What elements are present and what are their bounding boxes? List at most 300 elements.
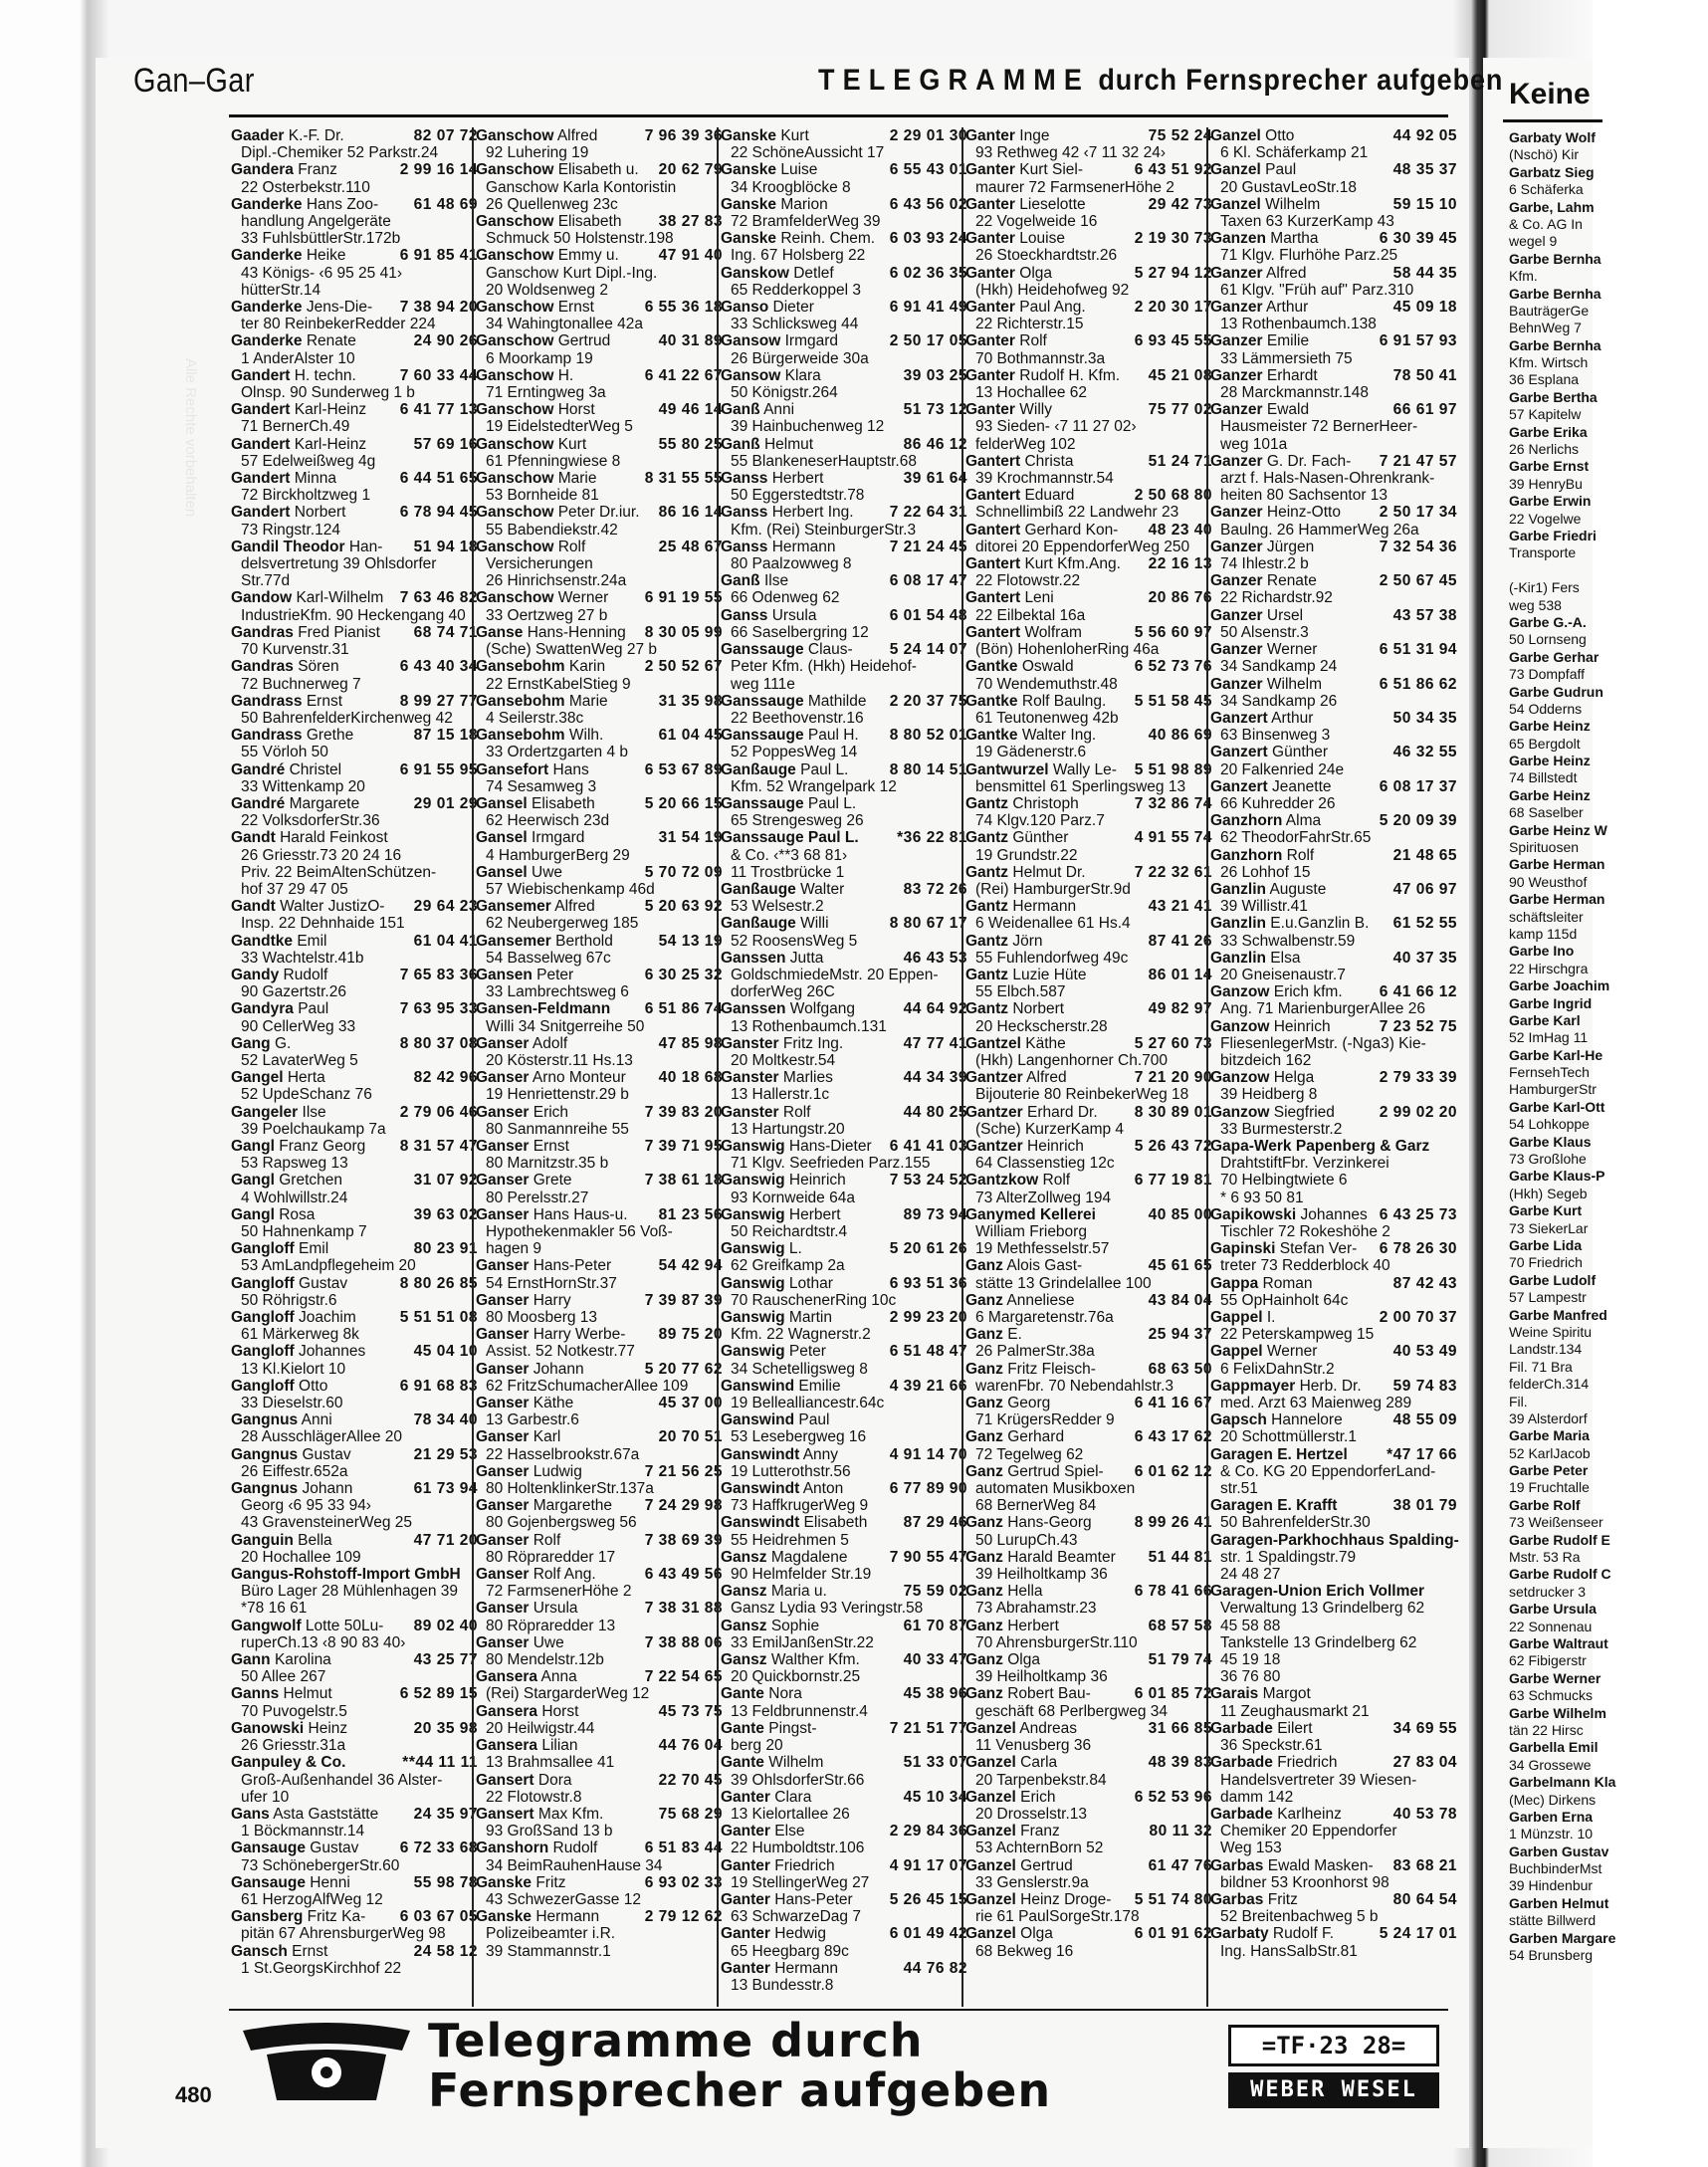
entry-given-name: Irmgard	[784, 332, 839, 350]
entry-first-line	[1210, 265, 1457, 282]
entry-detail-line: 63 SchwarzeDag 7	[731, 1908, 861, 1926]
directory-entry	[721, 1891, 967, 1925]
next-page-line: Kfm. Wirtsch	[1509, 354, 1589, 371]
entry-phone: 6 01 49 42	[889, 1925, 967, 1943]
next-page-line: Garbe Wilhelm	[1509, 1704, 1606, 1721]
entry-phone: 61 47 76	[1148, 1856, 1212, 1874]
entry-surname: Gansebohm	[476, 658, 565, 676]
next-page-line: BehnWeg 7	[1509, 320, 1582, 336]
entry-first-line	[231, 1754, 478, 1771]
entry-surname: Ganssen	[721, 949, 786, 967]
entry-given-name: Friedrich	[774, 1856, 835, 1874]
entry-surname: Ganzel	[965, 1890, 1016, 1908]
directory-entry	[721, 1378, 967, 1411]
entry-detail-line: 13 Kielortallee 26	[731, 1805, 850, 1823]
entry-surname: Gansberg	[231, 1908, 304, 1926]
entry-given-name: Hermann	[1012, 898, 1077, 916]
entry-phone: 61 73 94	[413, 1480, 478, 1498]
next-page-edge	[1483, 58, 1616, 2148]
entry-first-line	[721, 299, 967, 316]
entry-detail-line: DrahtstiftFbr. Verzinkerei	[1220, 1155, 1389, 1173]
entry-first-line	[721, 1925, 967, 1942]
entry-detail-line: 34 Kroogblöcke 8	[731, 178, 851, 196]
directory-entry	[965, 1035, 1212, 1069]
entry-surname: Gandert	[231, 366, 291, 384]
entry-first-line	[965, 1000, 1212, 1017]
entry-phone: 2 79 06 46	[399, 1103, 478, 1121]
directory-entry	[721, 641, 967, 693]
listing-column-4	[965, 127, 1212, 2007]
entry-detail-line: 33 Lämmersieth 75	[1220, 349, 1353, 367]
entry-first-line	[721, 539, 967, 555]
directory-entry	[965, 332, 1212, 366]
directory-entry	[231, 829, 478, 898]
next-page-line: Garbe Manfred	[1509, 1306, 1607, 1323]
directory-entry	[476, 367, 723, 401]
entry-phone: 5 20 61 26	[889, 1240, 967, 1258]
entry-phone: 6 55 36 18	[644, 299, 723, 317]
entry-first-line	[721, 504, 967, 521]
entry-given-name: Jörn	[1012, 932, 1043, 950]
next-page-line: 73 Weißenseer	[1509, 1514, 1603, 1531]
entry-surname: Ganzel	[965, 1823, 1016, 1841]
entry-phone: 6 41 16 67	[1134, 1395, 1212, 1412]
entry-first-line	[965, 1206, 1212, 1223]
directory-entry	[1210, 1583, 1457, 1685]
entry-given-name: Walter JustizO-	[280, 898, 385, 916]
entry-phone: 31 66 85	[1148, 1719, 1212, 1737]
directory-entry	[231, 1720, 478, 1754]
entry-surname: Ganss	[721, 470, 768, 488]
directory-entry	[721, 1138, 967, 1172]
entry-phone: 51 94 18	[413, 538, 478, 555]
entry-phone: 27 83 04	[1392, 1754, 1457, 1772]
entry-first-line	[721, 641, 967, 658]
entry-phone: 7 21 24 45	[889, 538, 967, 555]
entry-detail-line: 65 Strengesweg 26	[731, 812, 864, 830]
next-page-line: Spirituosen	[1509, 839, 1580, 856]
entry-first-line	[476, 299, 723, 316]
directory-entry	[231, 1000, 478, 1034]
entry-phone: 31 35 98	[658, 692, 723, 710]
entry-given-name: Adolf	[532, 1034, 568, 1052]
entry-surname: Gansz	[721, 1548, 767, 1566]
entry-detail-line: hagen 9	[486, 1240, 542, 1258]
entry-first-line	[476, 1172, 723, 1189]
entry-detail-line: 22 Flotowstr.8	[486, 1788, 582, 1806]
entry-given-name: Fritz Ka-	[307, 1908, 366, 1926]
entry-detail-line: 50 Hahnenkamp 7	[241, 1223, 367, 1240]
entry-phone: 8 31 55 55	[644, 470, 723, 488]
directory-entry	[721, 1446, 967, 1480]
entry-phone: 38 01 79	[1392, 1497, 1457, 1515]
entry-surname: Ganzel	[965, 1856, 1016, 1874]
entry-surname: Gansow	[721, 366, 781, 384]
entry-surname: Ganymed Kellerei	[965, 1205, 1096, 1223]
next-page-line: Garbe Karl-He	[1509, 1046, 1603, 1063]
entry-first-line	[231, 727, 478, 744]
entry-phone: 44 80 25	[903, 1103, 967, 1121]
entry-first-line	[231, 367, 478, 384]
directory-entry	[231, 1840, 478, 1873]
entry-first-line	[965, 1583, 1212, 1600]
entry-given-name: Uwe	[533, 1633, 564, 1651]
next-page-line: HamburgerStr	[1509, 1081, 1597, 1098]
entry-first-line	[965, 1069, 1212, 1086]
entry-first-line	[721, 1411, 967, 1428]
directory-entry	[1210, 196, 1457, 230]
entry-first-line	[231, 332, 478, 349]
directory-entry	[1210, 1925, 1457, 1959]
entry-surname: Garbade	[1210, 1719, 1273, 1737]
entry-phone: *36 22 81	[897, 829, 967, 847]
entry-detail-line: 39 OhlsdorferStr.66	[731, 1771, 865, 1789]
directory-entry	[721, 727, 967, 760]
entry-surname: Gangloff	[231, 1274, 295, 1292]
entry-detail-line: rie 61 PaulSorgeStr.178	[975, 1908, 1140, 1926]
entry-first-line	[231, 1275, 478, 1292]
directory-entry	[476, 1069, 723, 1103]
entry-phone: 2 19 30 73	[1134, 230, 1212, 248]
entry-surname: Gantz	[965, 932, 1009, 950]
entry-given-name: Nora	[768, 1685, 802, 1703]
directory-entry	[231, 1480, 478, 1532]
entry-detail-line: (Sche) SwattenWeg 27 b	[486, 641, 658, 659]
entry-detail-line: hof 37 29 47 05	[241, 880, 348, 898]
entry-detail-line: 19 EidelstedterWeg 5	[486, 418, 633, 436]
entry-phone: 6 03 67 05	[399, 1908, 478, 1926]
entry-detail-line: 20 Schottmüllerstr.1	[1220, 1428, 1357, 1446]
entry-surname: Ganzer	[1210, 264, 1263, 282]
entry-detail-line: 13 Hartungstr.20	[731, 1120, 845, 1138]
entry-given-name: Margarethe	[533, 1497, 612, 1515]
entry-phone: 46 43 53	[903, 949, 967, 967]
entry-surname: Ganzert	[1210, 709, 1268, 727]
directory-entry	[965, 1292, 1212, 1326]
entry-surname: Ganser	[476, 1069, 530, 1087]
entry-phone: 8 31 57 47	[399, 1137, 478, 1155]
entry-first-line	[231, 1566, 478, 1583]
entry-first-line	[721, 436, 967, 453]
entry-given-name: Gustav	[302, 1445, 351, 1463]
directory-entry	[476, 1634, 723, 1668]
entry-phone: 54 42 94	[658, 1257, 723, 1275]
entry-phone: 7 39 83 20	[644, 1103, 723, 1121]
entry-given-name: Gretchen	[279, 1172, 342, 1190]
entry-given-name: Olga	[1007, 1651, 1040, 1669]
entry-surname: Ganschow	[476, 589, 554, 607]
entry-detail-line: Georg ‹6 95 33 94›	[241, 1497, 371, 1515]
entry-given-name: Herbert	[1007, 1617, 1059, 1634]
entry-first-line	[965, 1172, 1212, 1189]
entry-first-line	[965, 658, 1212, 675]
directory-entry	[231, 1566, 478, 1618]
entry-phone: 7 38 69 39	[644, 1531, 723, 1549]
entry-phone: 5 51 58 45	[1134, 692, 1212, 710]
entry-given-name: Renate	[306, 332, 356, 350]
entry-surname: Ganß	[721, 572, 760, 590]
directory-entry	[721, 607, 967, 641]
entry-first-line	[1210, 299, 1457, 316]
entry-surname: Ganter	[965, 127, 1015, 144]
entry-detail-line: 22 VolksdorferStr.36	[241, 812, 380, 830]
entry-surname: Gapikowski	[1210, 1205, 1297, 1223]
directory-entry	[721, 1720, 967, 1754]
entry-detail-line: 20 Hochallee 109	[241, 1548, 361, 1566]
next-page-line: 39 Alsterdorf	[1509, 1409, 1588, 1426]
directory-entry	[721, 299, 967, 332]
entry-given-name: Peter	[536, 966, 574, 983]
entry-phone: 2 99 02 20	[1379, 1103, 1457, 1121]
entry-given-name: Siegfried	[1273, 1103, 1335, 1121]
entry-detail-line: 50 Reichardtstr.4	[731, 1223, 848, 1240]
next-page-header: Keine	[1509, 78, 1591, 110]
entry-detail-line: med. Arzt 63 Maienweg 289	[1220, 1395, 1412, 1412]
next-page-line: Garbe Maria	[1509, 1427, 1590, 1444]
entry-phone: 5 56 60 97	[1134, 623, 1212, 641]
entry-detail-line: 22 Richterstr.15	[975, 316, 1084, 333]
next-page-line: Fil. 71 Bra	[1509, 1358, 1573, 1375]
entry-surname: Ganskow	[721, 264, 789, 282]
entry-given-name: Werner	[1266, 641, 1318, 659]
entry-surname: Ganowski	[231, 1719, 305, 1737]
directory-entry	[721, 1823, 967, 1856]
entry-surname: Ganschow	[476, 332, 554, 350]
entry-given-name: Elsa	[1270, 949, 1301, 967]
entry-first-line	[965, 1857, 1212, 1874]
entry-phone: 7 60 33 44	[399, 366, 478, 384]
entry-given-name: Inge	[1019, 127, 1050, 144]
entry-given-name: Günther	[1012, 829, 1069, 847]
entry-first-line	[476, 1806, 723, 1823]
entry-phone: 24 90 26	[413, 332, 478, 350]
entry-detail-line: 13 Rothenbaumch.138	[1220, 316, 1377, 333]
entry-phone: 7 32 54 36	[1379, 538, 1457, 555]
entry-detail-line: 74 Sesamweg 3	[486, 777, 597, 795]
entry-surname: Ganser	[476, 1428, 530, 1446]
entry-given-name: Grethe	[306, 727, 354, 745]
entry-phone: 45 21 08	[1148, 366, 1212, 384]
directory-entry	[231, 1908, 478, 1942]
entry-detail-line: Hypothekenmakler 56 Voß-	[486, 1223, 673, 1240]
next-page-line: Garbe Karl-Ott	[1509, 1098, 1605, 1115]
directory-entry	[965, 1514, 1212, 1548]
directory-entry	[231, 624, 478, 658]
entry-phone: 2 79 33 39	[1379, 1069, 1457, 1087]
entry-phone: 38 27 83	[658, 213, 723, 231]
entry-first-line	[231, 1240, 478, 1257]
entry-given-name: Gustav	[310, 1840, 359, 1857]
directory-entry	[476, 933, 723, 967]
entry-detail-line: 34 Schetelligsweg 8	[731, 1360, 868, 1378]
entry-given-name: G.	[274, 1034, 292, 1052]
directory-entry	[1210, 572, 1457, 606]
entry-surname: Gans	[231, 1805, 270, 1823]
entry-given-name: Gustav	[299, 1274, 348, 1292]
entry-phone: 6 01 62 12	[1134, 1462, 1212, 1480]
directory-entry	[721, 1583, 967, 1617]
directory-entry	[721, 1618, 967, 1651]
directory-entry	[965, 522, 1212, 555]
entry-phone: 7 23 52 75	[1379, 1017, 1457, 1035]
next-page-line: 22 Hirschgra	[1509, 960, 1589, 976]
entry-first-line	[965, 727, 1212, 744]
entry-first-line	[231, 589, 478, 606]
entry-surname: Ganser	[476, 1531, 530, 1549]
entry-given-name: Otto	[1265, 127, 1295, 144]
directory-entry	[1210, 1891, 1457, 1925]
directory-entry	[965, 898, 1212, 932]
entry-first-line	[721, 881, 967, 898]
entry-given-name: Mathilde	[807, 692, 867, 710]
entry-first-line	[965, 1754, 1212, 1771]
entry-surname: Gantert	[965, 521, 1021, 539]
entry-detail-line: 55 Elbch.587	[975, 983, 1066, 1001]
entry-given-name: Friedrich	[1277, 1754, 1338, 1772]
entry-surname: Gandtke	[231, 932, 294, 950]
entry-given-name: Rosa	[279, 1205, 316, 1223]
entry-detail-line: 39 Poelchaukamp 7a	[241, 1120, 386, 1138]
entry-first-line	[721, 607, 967, 624]
entry-surname: Ganzow	[1210, 983, 1270, 1001]
entry-given-name: Hans-Peter	[774, 1890, 853, 1908]
entry-surname: Gansauge	[231, 1840, 306, 1857]
entry-first-line	[721, 196, 967, 213]
entry-given-name: Harald Beamter	[1007, 1548, 1116, 1566]
header-rule	[229, 114, 1448, 117]
entry-detail-line: 53 Lesebergweg 16	[731, 1428, 867, 1446]
directory-entry	[721, 1549, 967, 1583]
entry-first-line	[476, 1257, 723, 1274]
entry-given-name: Rolf Baulng.	[1021, 692, 1107, 710]
entry-phone: 6 55 43 01	[889, 161, 967, 179]
entry-first-line	[476, 1908, 723, 1925]
entry-surname: Ganzow	[1210, 1103, 1270, 1121]
entry-detail-line: 22 Richardstr.92	[1220, 589, 1333, 607]
directory-entry	[965, 1326, 1212, 1360]
entry-first-line	[231, 539, 478, 555]
entry-first-line	[231, 1874, 478, 1891]
ad-badge	[1228, 2025, 1439, 2110]
entry-given-name: Ursula	[771, 606, 817, 624]
entry-detail-line: 22 Eilbektal 16a	[975, 606, 1086, 624]
directory-entry	[1210, 127, 1457, 161]
directory-entry	[476, 1737, 723, 1771]
entry-detail-line: 43 SchwezerGasse 12	[486, 1890, 641, 1908]
directory-entry	[1210, 1497, 1457, 1531]
directory-entry	[1210, 1206, 1457, 1240]
entry-surname: Garagen-Parkhochhaus Spalding-	[1210, 1531, 1459, 1549]
entry-detail-line: 80 Moosberg 13	[486, 1309, 598, 1327]
directory-entry	[1210, 607, 1457, 641]
entry-phone: 2 50 68 80	[1134, 487, 1212, 505]
directory-entry	[476, 1292, 723, 1326]
entry-detail-line: 22 Vogelweide 16	[975, 213, 1098, 231]
entry-first-line	[965, 367, 1212, 384]
entry-detail-line: IndustrieKfm. 90 Heckengang 40	[241, 606, 466, 624]
entry-first-line	[965, 795, 1212, 812]
entry-phone: 5 20 66 15	[644, 794, 723, 812]
directory-entry	[476, 127, 723, 161]
entry-surname: Ganswig	[721, 1274, 785, 1292]
entry-given-name: Norbert	[294, 504, 346, 522]
entry-surname: Ganß	[721, 435, 760, 453]
entry-detail-line: 34 BeimRauhenHause 34	[486, 1856, 663, 1874]
entry-surname: Gansera	[476, 1702, 538, 1720]
entry-surname: Ganschow	[476, 213, 554, 231]
entry-first-line	[1210, 812, 1457, 829]
entry-given-name: Hans Haus-u.	[533, 1205, 628, 1223]
directory-entry	[1210, 983, 1457, 1017]
directory-entry	[476, 1000, 723, 1034]
entry-given-name: Erich	[533, 1103, 569, 1121]
entry-given-name: Emil	[297, 932, 327, 950]
directory-entry	[1210, 915, 1457, 949]
entry-detail-line: 50 Röhrigstr.6	[241, 1291, 337, 1309]
entry-first-line	[1210, 332, 1457, 349]
entry-surname: Ganter	[721, 1856, 770, 1874]
directory-entry	[721, 1309, 967, 1343]
entry-given-name: Hermann	[771, 538, 836, 555]
next-page-line: Garbelmann Kla	[1509, 1774, 1616, 1791]
entry-surname: Ganderke	[231, 247, 303, 265]
entry-given-name: Karin	[568, 658, 606, 676]
entry-detail-line: 55 BlankeneserHauptstr.68	[731, 452, 917, 470]
entry-phone: 6 72 33 68	[399, 1840, 478, 1857]
next-page-line: Garbe Herman	[1509, 891, 1605, 908]
entry-detail-line: 20 Moltkestr.54	[731, 1051, 836, 1069]
entry-first-line	[965, 761, 1212, 778]
entry-first-line	[476, 213, 723, 230]
next-page-line: Garbe Erwin	[1509, 493, 1592, 510]
entry-given-name: Paul Ang.	[1019, 299, 1086, 317]
directory-entry	[965, 589, 1212, 623]
directory-entry	[965, 1463, 1212, 1515]
entry-given-name: Louise	[1019, 230, 1065, 248]
entry-given-name: Ursula	[533, 1600, 578, 1618]
entry-detail-line: 26 Griesstr.31a	[241, 1737, 346, 1755]
entry-given-name: Rolf	[782, 1103, 811, 1121]
directory-entry	[476, 1206, 723, 1258]
ad-badge-telegram-code: =TF·23 28=	[1228, 2025, 1439, 2066]
directory-entry	[476, 658, 723, 692]
directory-entry	[1210, 401, 1457, 453]
entry-surname: Ganschow	[476, 435, 554, 453]
entry-first-line	[965, 1789, 1212, 1806]
entry-given-name: Ernst	[533, 1137, 569, 1155]
entry-first-line	[721, 572, 967, 589]
entry-first-line	[965, 1326, 1212, 1343]
entry-detail-line: 90 Helmfelder Str.19	[731, 1566, 872, 1584]
entry-given-name: Wilhelm	[1265, 195, 1321, 213]
entry-detail-line: 33 Oertzweg 27 b	[486, 606, 608, 624]
entry-phone: 89 73 94	[903, 1205, 967, 1223]
entry-surname: Gansz	[721, 1583, 767, 1601]
next-page-line: 54 Lohkoppe	[1509, 1116, 1590, 1133]
directory-entry	[476, 1703, 723, 1737]
directory-entry	[965, 1583, 1212, 1617]
entry-given-name: Otto	[299, 1377, 328, 1395]
entry-detail-line: 54 ErnstHornStr.37	[486, 1274, 617, 1292]
entry-phone: 59 15 10	[1392, 195, 1457, 213]
entry-first-line	[1210, 1891, 1457, 1908]
entry-first-line	[476, 1497, 723, 1514]
entry-given-name: Eilert	[1277, 1719, 1313, 1737]
next-page-line: Garbe Heinz	[1509, 718, 1591, 735]
directory-entry	[965, 453, 1212, 487]
entry-given-name: E.	[1007, 1326, 1022, 1344]
entry-given-name: Werner	[1266, 1343, 1318, 1361]
